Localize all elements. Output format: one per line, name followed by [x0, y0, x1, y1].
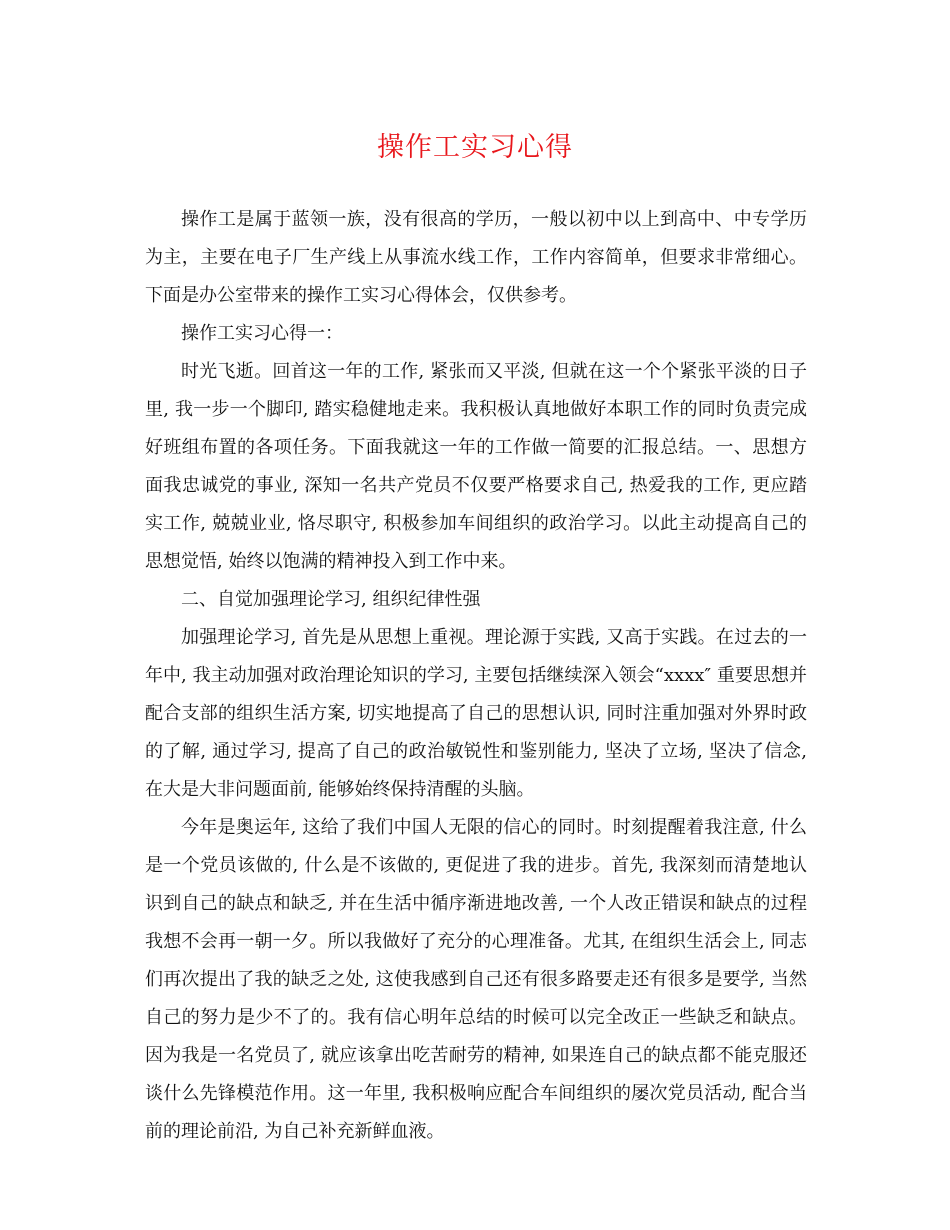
paragraph-olympic-year: 今年是奥运年, 这给了我们中国人无限的信心的同时。时刻提醒着我注意, 什么是一个党员该做的, 什么是不该做的, 更促进了我的进步。首先, 我深刻而清楚地认识到自己的缺点和缺乏, 并在生活中循序渐进地改善, 一个人改正错误和缺点的过程我想不会再一朝一夕。所以我做好了充分的心理准备。尤其, 在组织生活会上, 同志们再次提出了我的缺乏之处, 这使我感到自己还有很多路要走还有很多是要学, 当然自己的努力是少不了的。我有信心明年总结的时候可以完全改正一些缺乏和缺点。因为我是一名党员了, 就应该拿出吃苦耐劳的精神, 如果连自己的缺点都不能克服还谈什么先锋模范作用。这一年里, 我积极响应配合车间组织的屡次党员活动, 配合当前的理论前沿, 为自己补充新鲜血液。 — [145, 817, 807, 1142]
section-heading-two: 二、自觉加强理论学习, 组织纪律性强 — [181, 589, 481, 610]
document-body — [145, 201, 807, 1151]
paragraph-intro: 操作工是属于蓝领一族，没有很高的学历，一般以初中以上到高中、中专学历为主，主要在电子厂生产线上从事流水线工作，工作内容简单，但要求非常细心。下面是办公室带来的操作工实习心得体会，仅供参考。 — [145, 209, 807, 306]
paragraph-review: 时光飞逝。回首这一年的工作, 紧张而又平淡, 但就在这一个个紧张平淡的日子里, 我一步一个脚印, 踏实稳健地走来。我积极认真地做好本职工作的同时负责完成好班组布置的各项任务。下面我就这一年的工作做一简要的汇报总结。一、思想方面我忠诚党的事业, 深知一名共产党员不仅要严格要求自己, 热爱我的工作, 更应踏实工作, 兢兢业业, 恪尽职守, 积极参加车间组织的政治学习。以此主动提高自己的思想觉悟, 始终以饱满的精神投入到工作中来。 — [145, 361, 807, 572]
paragraph-theory-study: 加强理论学习, 首先是从思想上重视。理论源于实践, 又高于实践。在过去的一年中, 我主动加强对政治理论知识的学习, 主要包括继续深入领会“xxxx″ 重要思想并配合支部的组织生活方案, 切实地提高了自己的思想认识, 同时注重加强对外界时政的了解, 通过学习, 提高了自己的政治敏锐性和鉴别能力, 坚决了立场, 坚决了信念, 在大是大非问题面前, 能够始终保持清醒的头脑。 — [145, 627, 807, 800]
section-heading-one: 操作工实习心得一： — [181, 323, 343, 344]
document-title: 操作工实习心得 — [377, 132, 573, 163]
